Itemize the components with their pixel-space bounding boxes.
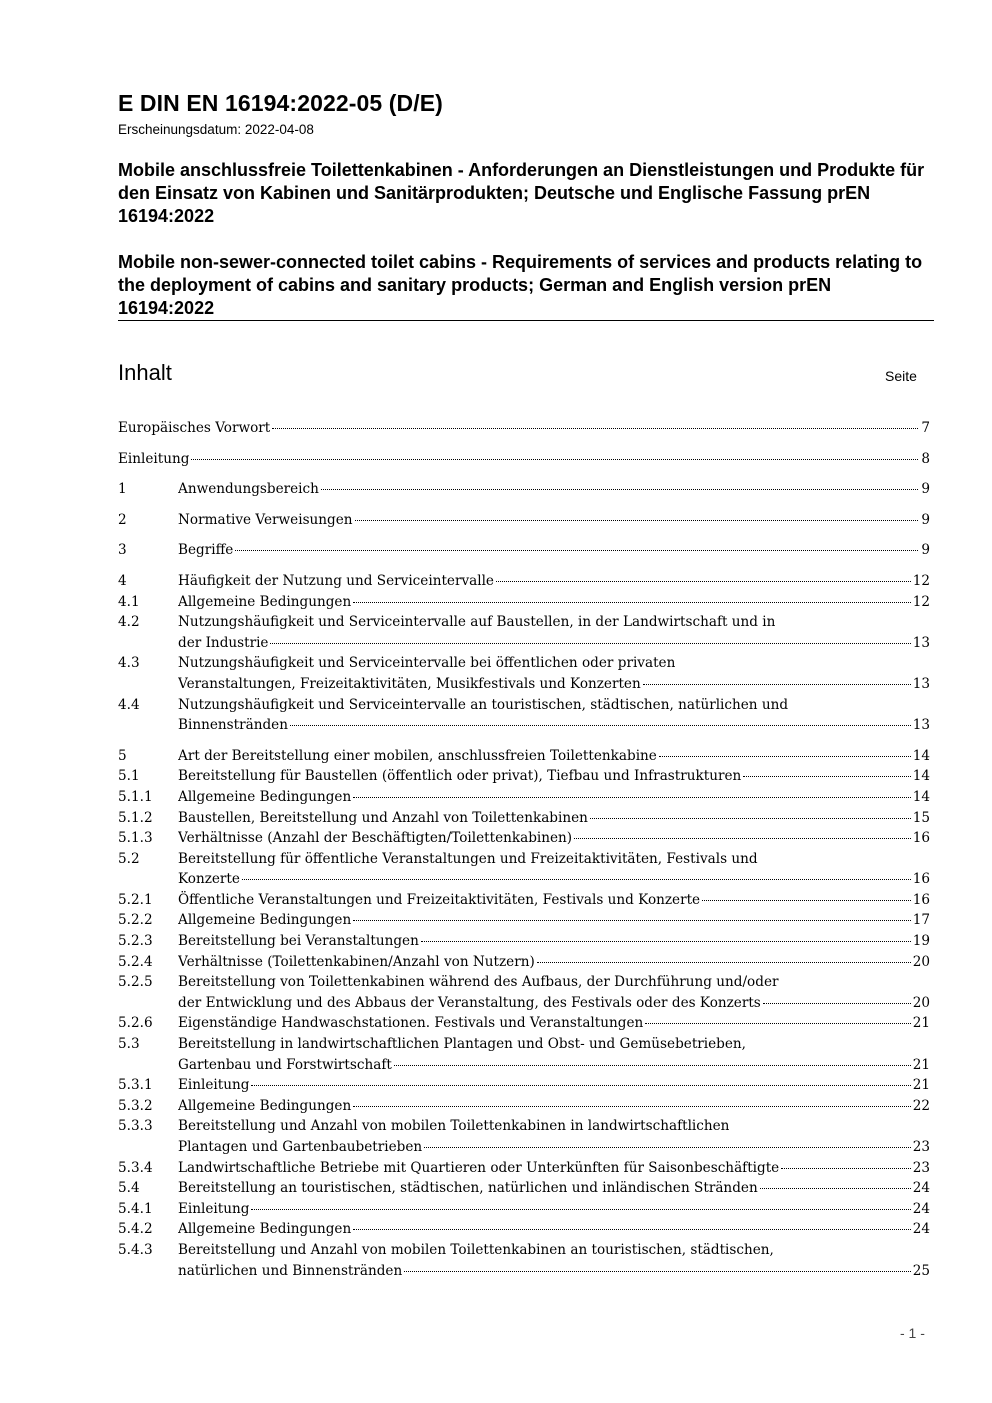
toc-entry-number: 4.1 [118,593,140,610]
toc-entry-title: Verhältnisse (Anzahl der Beschäftigten/Toilettenkabinen) [178,830,573,847]
toc-entry-title: Veranstaltungen, Freizeitaktivitäten, Musikfestivals und Konzerten [178,675,641,692]
toc-entry-number: 5.2.3 [118,933,153,950]
toc-dot-leader [191,459,918,460]
toc-entry-number: 5.1 [118,768,140,785]
toc-entry[interactable] [118,972,930,1013]
toc-dot-leader [353,602,910,603]
toc-entry-title: Bereitstellung in landwirtschaftlichen Plantagen und Obst- und Gemüsebetrieben, [178,1036,747,1053]
toc-entry-title: Bereitstellung und Anzahl von mobilen Toilettenkabinen in landwirtschaftlichen [178,1118,730,1135]
toc-entry[interactable] [118,479,930,500]
toc-entry-title: Einleitung [178,1077,250,1094]
toc-entry-title: Konzerte [178,871,240,888]
toc-dot-leader [353,1229,910,1230]
toc-dot-leader [235,550,918,551]
toc-entry-title: Bereitstellung an touristischen, städtischen, natürlichen und inländischen Stränden [178,1180,758,1197]
toc-entry[interactable] [118,890,930,911]
toc-entry[interactable] [118,510,930,531]
toc-dot-leader [394,1065,911,1066]
toc-entry-number: 5.1.2 [118,809,153,826]
toc-entry[interactable] [118,1240,930,1281]
toc-entry-number: 5.2.6 [118,1015,153,1032]
toc-entry-title: Europäisches Vorwort [118,420,271,436]
toc-entry-title: Bereitstellung für Baustellen (öffentlich oder privat), Tiefbau und Infrastrukturen [178,768,742,785]
toc-entry-number: 5.2 [118,850,140,867]
toc-entry-number: 5.4.1 [118,1200,153,1217]
toc-entry-title: Allgemeine Bedingungen [178,912,352,929]
toc-entry-number: 5.3.4 [118,1159,153,1176]
toc-entry-title: Nutzungshäufigkeit und Serviceintervalle auf Baustellen, in der Landwirtschaft und in [178,614,776,631]
toc-entry[interactable] [118,1116,930,1157]
toc-entry-page: 16 [912,830,930,847]
toc-entry-title: Bereitstellung bei Veranstaltungen [178,933,419,950]
toc-entry[interactable] [118,1075,930,1096]
toc-dot-leader [270,643,910,644]
toc-entry-page: 8 [921,450,930,467]
toc-entry-number: 5.2.2 [118,912,153,929]
toc-group-gap [118,439,930,449]
toc-entry-page: 12 [912,572,930,589]
toc-entry-number: 4.2 [118,614,140,631]
toc-entry-number: 3 [118,542,127,559]
toc-entry[interactable] [118,931,930,952]
toc-entry[interactable] [118,1158,930,1179]
toc-dot-leader [251,1209,910,1210]
toc-entry-page: 9 [921,511,930,528]
toc-dot-leader [421,941,911,942]
toc-entry-number: 5.2.1 [118,891,153,908]
toc-entry[interactable] [118,1096,930,1117]
toc-entry-title: der Entwicklung und des Abbaus der Veranstaltung, des Festivals oder des Konzerts [178,994,761,1011]
toc-entry-number: 2 [118,511,127,528]
toc-entry-page: 17 [912,912,930,929]
document-id: E DIN EN 16194:2022-05 (D/E) [118,90,443,116]
toc-entry-page: 13 [912,634,930,651]
toc-entry-number: 1 [118,481,127,498]
toc-entry-number: 5.2.5 [118,974,153,991]
toc-entry-page: 9 [921,481,930,498]
toc-dot-leader [643,684,911,685]
toc-dot-leader [353,1106,910,1107]
toc-entry-number: 4.3 [118,655,140,672]
toc-dot-leader [424,1147,911,1148]
toc-dot-leader [272,428,918,429]
toc-entry-title: Allgemeine Bedingungen [178,1221,352,1238]
toc-entry-title: natürlichen und Binnenstränden [178,1262,403,1279]
toc-entry-page: 21 [912,1015,930,1032]
toc-entry-title: Einleitung [118,450,190,467]
toc-entry-page: 16 [912,871,930,888]
toc-entry-page: 14 [912,788,930,805]
toc-entry[interactable] [118,540,930,561]
toc-entry-title: Allgemeine Bedingungen [178,1097,352,1114]
toc-entry-page: 25 [912,1262,930,1279]
toc-heading: Inhalt [118,360,172,385]
toc-entry-page: 20 [912,994,930,1011]
toc-group-gap [118,561,930,571]
toc-entry-page: 21 [912,1056,930,1073]
toc-dot-leader [404,1271,910,1272]
toc-entry[interactable] [118,1034,930,1075]
toc-entry-number: 5.1.1 [118,788,153,805]
toc-entry-page: 7 [921,420,930,436]
toc-entry-title: Nutzungshäufigkeit und Serviceintervalle an touristischen, städtischen, natürlichen und [178,696,789,713]
toc-entry-page: 24 [912,1180,930,1197]
toc-entry-title: Bereitstellung für öffentliche Veranstaltungen und Freizeitaktivitäten, Festivals und [178,850,758,867]
toc-dot-leader [355,520,918,521]
toc-entry-title: Baustellen, Bereitstellung und Anzahl von Toilettenkabinen [178,809,588,826]
toc-dot-leader [321,489,918,490]
toc-entry-title: Normative Verweisungen [178,511,353,528]
toc-entry-number: 4.4 [118,696,140,713]
toc-entry-title: Art der Bereitstellung einer mobilen, anschlussfreien Toilettenkabine [178,747,657,764]
toc-entry[interactable] [118,787,930,808]
toc-entry-number: 5.4.2 [118,1221,153,1238]
toc-entry-number: 5.4.3 [118,1241,153,1258]
toc-entry[interactable] [118,695,930,736]
toc-entry[interactable] [118,1178,930,1199]
toc-entry-page: 9 [921,542,930,559]
toc-entry-title: Einleitung [178,1200,250,1217]
toc-entry[interactable] [118,952,930,973]
toc-dot-leader [760,1188,911,1189]
toc-dot-leader [763,1003,911,1004]
toc-entry-title: Gartenbau und Forstwirtschaft [178,1056,392,1073]
toc-entry-title: Eigenständige Handwaschstationen. Festivals und Veranstaltungen [178,1015,644,1032]
title-german: Mobile anschlussfreie Toilettenkabinen - Anforderungen an Dienstleistungen und Produkte für den Einsatz von Kabinen und Sanitärprodukten; Deutsche und Englische Fassung prEN 16194:2022 [118,160,925,226]
toc-dot-leader [537,962,911,963]
toc-entry-page: 16 [912,891,930,908]
toc-entry-page: 15 [912,809,930,826]
toc-entry-number: 5 [118,747,127,764]
toc-entry[interactable] [118,808,930,829]
toc-dot-leader [290,725,911,726]
toc-entry-title: Häufigkeit der Nutzung und Serviceintervalle [178,572,494,589]
toc-entry[interactable] [118,612,930,653]
toc-entry-page: 20 [912,953,930,970]
toc-entry-page: 24 [912,1221,930,1238]
toc-dot-leader [353,797,910,798]
title-divider [118,320,934,321]
toc-entry-page: 12 [912,593,930,610]
toc-entry-title: Bereitstellung und Anzahl von mobilen Toilettenkabinen an touristischen, städtischen, [178,1241,774,1258]
toc-entry-title: Allgemeine Bedingungen [178,788,352,805]
toc-entry-title: der Industrie [178,634,269,651]
toc-dot-leader [574,838,911,839]
toc-entry[interactable] [118,571,930,592]
toc-entry-title: Öffentliche Veranstaltungen und Freizeitaktivitäten, Festivals und Konzerte [178,891,701,908]
toc-entry-title: Allgemeine Bedingungen [178,593,352,610]
toc-dot-leader [590,818,911,819]
toc-dot-leader [496,581,911,582]
toc-entry-number: 5.3.3 [118,1118,153,1135]
toc-entry-page: 13 [912,675,930,692]
toc-entry[interactable] [118,418,930,439]
toc-group-gap [118,530,930,540]
toc-entry-number: 5.3 [118,1036,140,1053]
toc-dot-leader [242,879,911,880]
toc-entry[interactable] [118,1199,930,1220]
toc-dot-leader [251,1085,910,1086]
toc-entry-title: Anwendungsbereich [178,481,319,498]
toc-entry-number: 5.4 [118,1180,140,1197]
toc-entry[interactable] [118,766,930,787]
toc-entry[interactable] [118,746,930,767]
toc-entry-page: 23 [912,1139,930,1155]
toc-entry-page: 22 [912,1097,930,1114]
toc-entry[interactable] [118,449,930,470]
toc-entry-page: 13 [912,717,930,734]
toc-entry-page: 24 [912,1200,930,1217]
toc-entry[interactable] [118,910,930,931]
toc-group-gap [118,500,930,510]
toc-entry-title: Begriffe [178,542,234,559]
toc-dot-leader [659,756,911,757]
toc-entry-title: Bereitstellung von Toilettenkabinen während des Aufbaus, der Durchführung und/oder [178,974,779,991]
toc-entry-number: 5.2.4 [118,953,153,970]
toc-dot-leader [702,900,911,901]
table-of-contents [118,418,930,1281]
toc-entry[interactable] [118,592,930,613]
toc-entry[interactable] [118,1013,930,1034]
toc-entry[interactable] [118,849,930,890]
toc-entry-title: Nutzungshäufigkeit und Serviceintervalle bei öffentlichen oder privaten [178,655,676,672]
toc-entry-number: 5.1.3 [118,830,153,847]
toc-group-gap [118,736,930,746]
toc-entry-page: 14 [912,747,930,764]
title-english: Mobile non-sewer-connected toilet cabins - Requirements of services and products relating to the deployment of cabins and sanitary products; German and English version prEN 16194:2022 [118,252,923,318]
toc-entry-page: 21 [912,1077,930,1094]
toc-dot-leader [743,776,910,777]
toc-entry[interactable] [118,1219,930,1240]
toc-entry-title: Plantagen und Gartenbaubetrieben [178,1139,423,1155]
toc-entry[interactable] [118,828,930,849]
toc-entry-page: 19 [912,933,930,950]
toc-dot-leader [645,1023,910,1024]
toc-entry-title: Verhältnisse (Toilettenkabinen/Anzahl von Nutzern) [178,953,535,970]
toc-entry[interactable] [118,653,930,694]
page-number: - 1 - [900,1325,925,1341]
toc-entry-number: 4 [118,572,127,589]
toc-dot-leader [781,1168,910,1169]
publication-date: Erscheinungsdatum: 2022-04-08 [118,122,314,137]
toc-entry-number: 5.3.2 [118,1097,153,1114]
toc-entry-number: 5.3.1 [118,1077,153,1094]
toc-page-label: Seite [885,368,917,384]
toc-entry-title: Binnenstränden [178,717,288,734]
toc-dot-leader [353,920,910,921]
toc-group-gap [118,469,930,479]
toc-entry-page: 23 [912,1159,930,1176]
toc-entry-title: Landwirtschaftliche Betriebe mit Quartieren oder Unterkünften für Saisonbeschäftigte [178,1159,780,1176]
toc-entry-page: 14 [912,768,930,785]
